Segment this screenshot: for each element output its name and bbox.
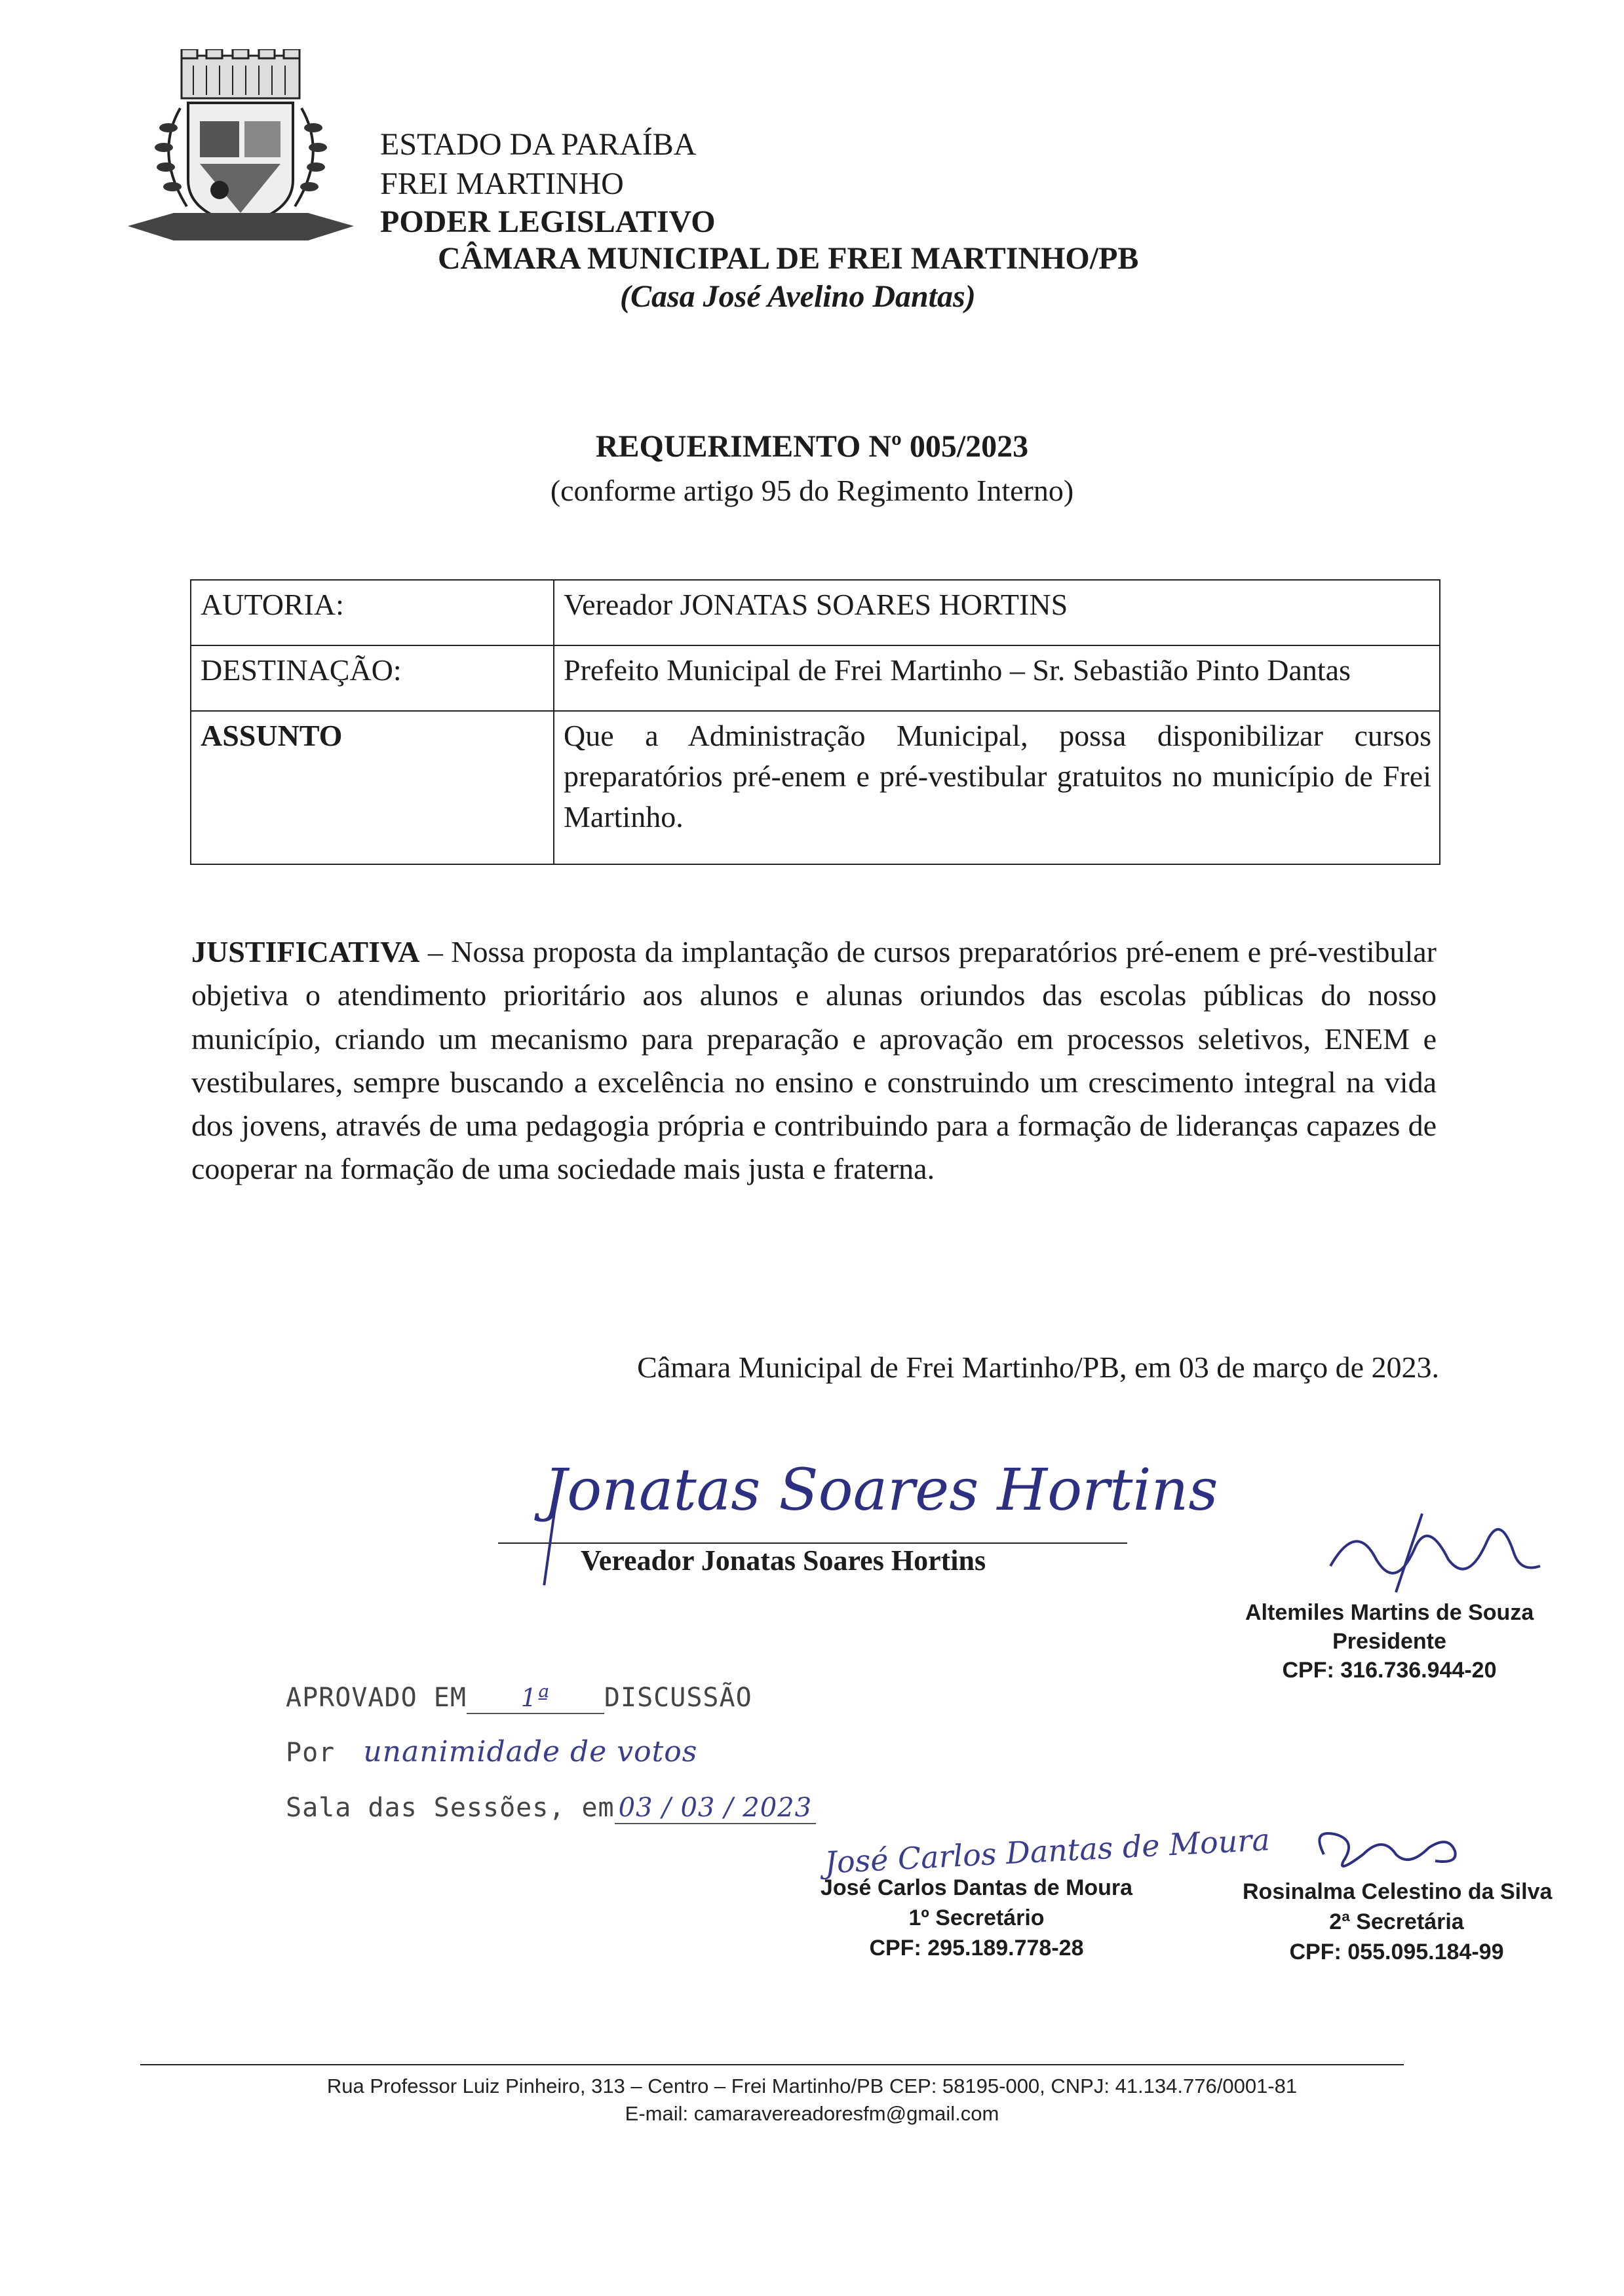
state-name: ESTADO DA PARAÍBA — [380, 127, 697, 162]
first-secretary-handwritten-signature: José Carlos Dantas de Moura — [824, 1822, 1271, 1881]
stamp-approved-label: APROVADO EM — [286, 1683, 467, 1713]
footer-email: E-mail: camaravereadoresfm@gmail.com — [625, 2102, 999, 2125]
justification-text: – Nossa proposta da implantação de cursos preparatórios pré-enem e pré-vestibular objetiva o atendimento prioritário aos alunos e alunas oriundos das escolas públicas do nosso município, criando um mecanismo para preparação e aprovação em processos seletivos, ENEM e vestibulares, sempre buscando a excelência no ensino e construindo um crescimento integral na vida dos jovens, através de uma pedagogia própria e contribuindo para a formação de lideranças capazes de cooperar na formação de uma sociedade mais justa e fraterna. — [191, 935, 1437, 1186]
subject-value: Que a Administração Municipal, possa disponibilizar cursos preparatórios pré-enem e pré-vestibular gratuitos no município de Frei Martinho. — [554, 711, 1440, 864]
footer-divider — [140, 2064, 1404, 2065]
president-handwritten-signature — [1317, 1507, 1547, 1599]
approval-stamp — [286, 1683, 813, 1853]
second-secretary-cpf: CPF: 055.095.184-99 — [1289, 1940, 1504, 1964]
president-role: Presidente — [1332, 1629, 1446, 1654]
author-name: Vereador Jonatas Soares Hortins — [581, 1544, 986, 1577]
stamp-discussion-number: 1ª — [520, 1683, 551, 1712]
destination-label: DESTINAÇÃO: — [191, 645, 554, 711]
first-secretary-name: José Carlos Dantas de Moura — [820, 1875, 1133, 1900]
stamp-session-label: Sala das Sessões, em — [286, 1793, 615, 1823]
house-name: (Casa José Avelino Dantas) — [620, 279, 976, 314]
president-cpf: CPF: 316.736.944-20 — [1282, 1658, 1497, 1683]
destination-value: Prefeito Municipal de Frei Martinho – Sr. Sebastião Pinto Dantas — [554, 645, 1440, 711]
legislative-branch: PODER LEGISLATIVO — [380, 204, 716, 239]
footer-address: Rua Professor Luiz Pinheiro, 313 – Centro – Frei Martinho/PB CEP: 58195-000, CNPJ: 41.134.776/0001-81 — [326, 2075, 1298, 2097]
table-row — [191, 645, 1440, 711]
second-secretary-name: Rosinalma Celestino da Silva — [1243, 1879, 1553, 1904]
document-subtitle: (conforme artigo 95 do Regimento Interno) — [550, 474, 1074, 507]
author-value: Vereador JONATAS SOARES HORTINS — [554, 580, 1440, 645]
stamp-vote-result: unanimidade de votos — [363, 1735, 698, 1769]
city-name: FREI MARTINHO — [380, 166, 624, 201]
stamp-discussion-label: DISCUSSÃO — [604, 1683, 752, 1713]
chamber-name: CÂMARA MUNICIPAL DE FREI MARTINHO/PB — [438, 241, 1139, 276]
author-label: AUTORIA: — [191, 580, 554, 645]
document-title: REQUERIMENTO Nº 005/2023 — [595, 429, 1029, 464]
first-secretary-role: 1º Secretário — [908, 1905, 1045, 1930]
info-table — [190, 579, 1440, 865]
stamp-session-date: 03 / 03 / 2023 — [615, 1793, 816, 1824]
president-name: Altemiles Martins de Souza — [1245, 1600, 1534, 1625]
second-secretary-role: 2ª Secretária — [1329, 1909, 1464, 1934]
stamp-by-label: Por — [286, 1738, 336, 1768]
author-handwritten-signature: Jonatas Soares Hortins — [544, 1456, 1218, 1523]
justification-heading: JUSTIFICATIVA — [191, 935, 420, 968]
date-line: Câmara Municipal de Frei Martinho/PB, em 03 de março de 2023. — [637, 1350, 1439, 1384]
subject-label: ASSUNTO — [191, 711, 554, 864]
justification-paragraph — [191, 930, 1437, 1191]
first-secretary-cpf: CPF: 295.189.778-28 — [869, 1936, 1084, 1961]
second-secretary-handwritten-signature — [1298, 1815, 1468, 1881]
table-row — [191, 580, 1440, 645]
coat-of-arms-logo — [128, 49, 354, 246]
table-row — [191, 711, 1440, 864]
